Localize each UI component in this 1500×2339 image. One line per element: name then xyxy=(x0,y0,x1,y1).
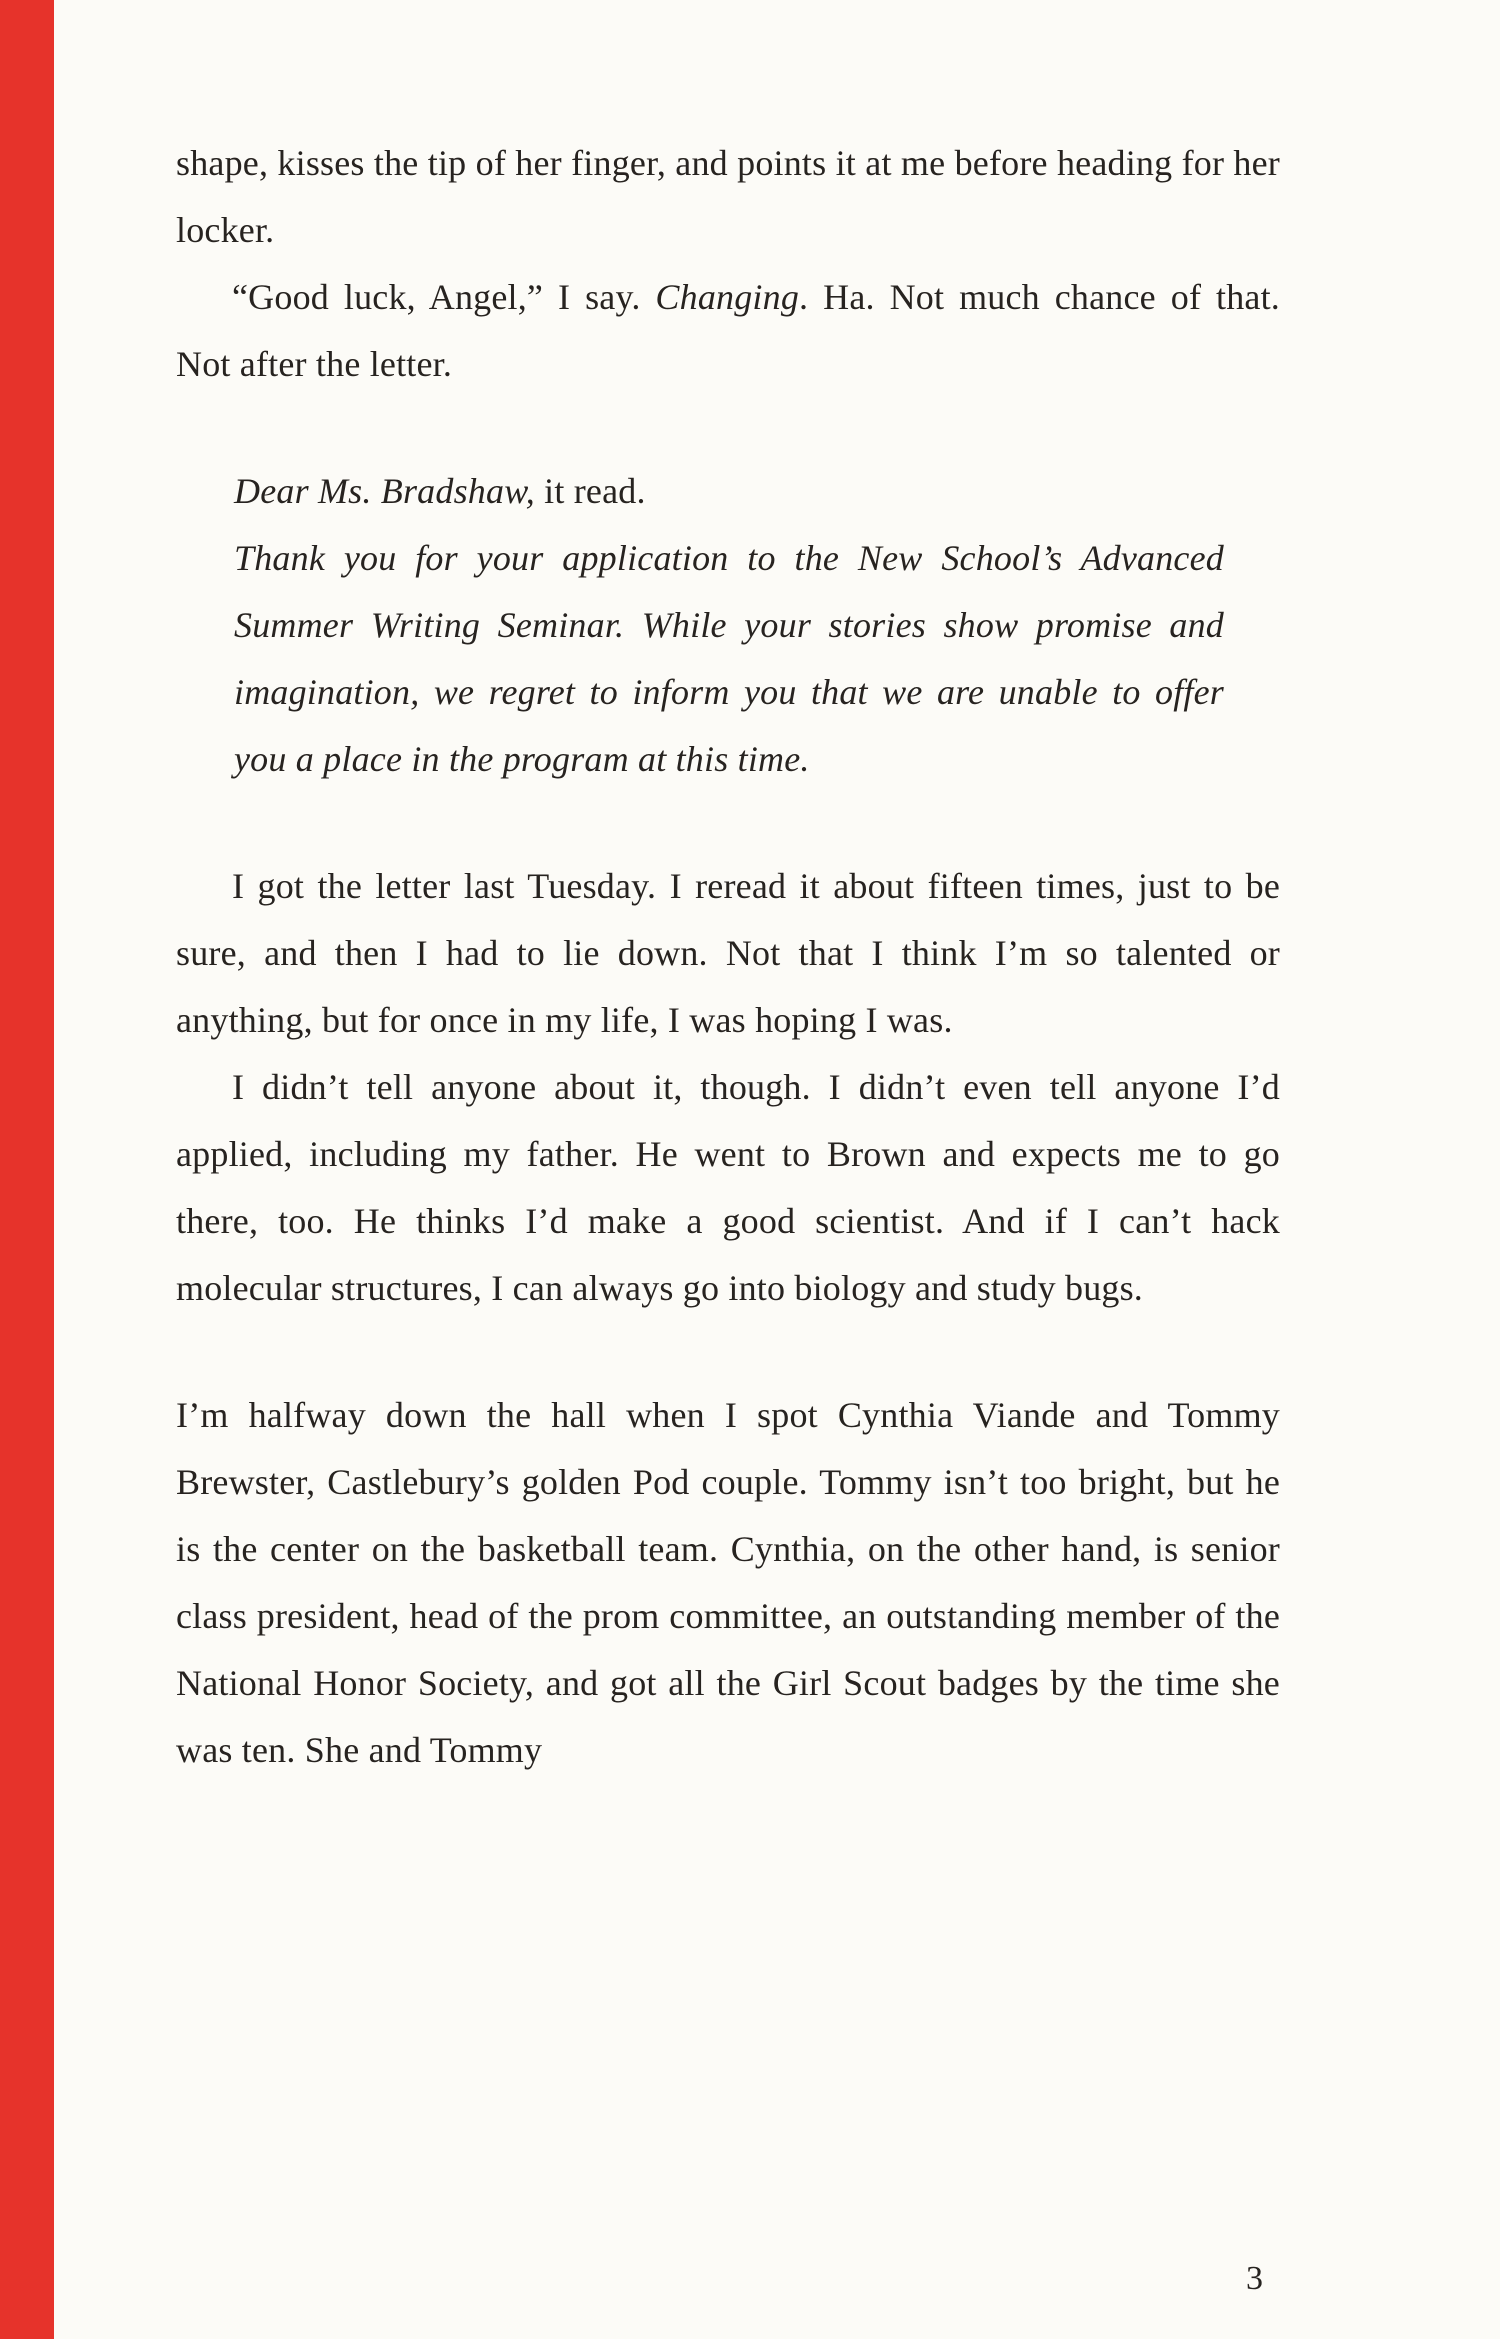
page-number: 3 xyxy=(1246,2260,1263,2297)
letter-salutation xyxy=(234,458,1224,525)
paragraph-halfway-down-hall xyxy=(176,1382,1280,1784)
book-spine-edge xyxy=(0,0,54,2339)
text-segment: . Ha. Not much chance of that. Not after the letter. xyxy=(176,277,1280,384)
text-segment: I’m halfway down the hall when I spot Cynthia Viande and Tommy Brewster, Castlebury’s golden Pod couple. Tommy isn’t too bright, but he is the center on the basketball team. Cynthia, on the other hand, is senior class president, head of the prom committee, an outstanding member of the National Honor Society, and got all the Girl Scout badges by the time she was ten. She and Tommy xyxy=(176,1395,1280,1770)
italic-text-segment: Dear Ms. Bradshaw, xyxy=(234,471,535,511)
letter-body xyxy=(234,525,1224,793)
paragraph-didnt-tell xyxy=(176,1054,1280,1322)
text-segment: “Good luck, Angel,” I say. xyxy=(232,277,656,317)
paragraph-got-the-letter xyxy=(176,853,1280,1054)
paragraph-good-luck xyxy=(176,264,1280,398)
text-segment: I didn’t tell anyone about it, though. I didn’t even tell anyone I’d applied, including my father. He went to Brown and expects me to go there, too. He thinks I’d make a good scientist. And if I can’t hack molecular structures, I can always go into biology and study bugs. xyxy=(176,1067,1280,1308)
italic-text-segment: Changing xyxy=(655,277,800,317)
text-segment: it read. xyxy=(534,471,646,511)
text-segment: I got the letter last Tuesday. I reread it about fifteen times, just to be sure, and then I had to lie down. Not that I think I’m so talented or anything, but for once in my life, I was hoping I was. xyxy=(176,866,1280,1040)
paragraph-continuation xyxy=(176,130,1280,264)
text-block xyxy=(176,130,1280,1784)
italic-text-segment: Thank you for your application to the New School’s Advanced Summer Writing Seminar. While your stories show promise and imagination, we regret to inform you that we are unable to offer you a place in the program at this time. xyxy=(234,538,1224,779)
text-segment: shape, kisses the tip of her finger, and points it at me before heading for her locker. xyxy=(176,143,1280,250)
